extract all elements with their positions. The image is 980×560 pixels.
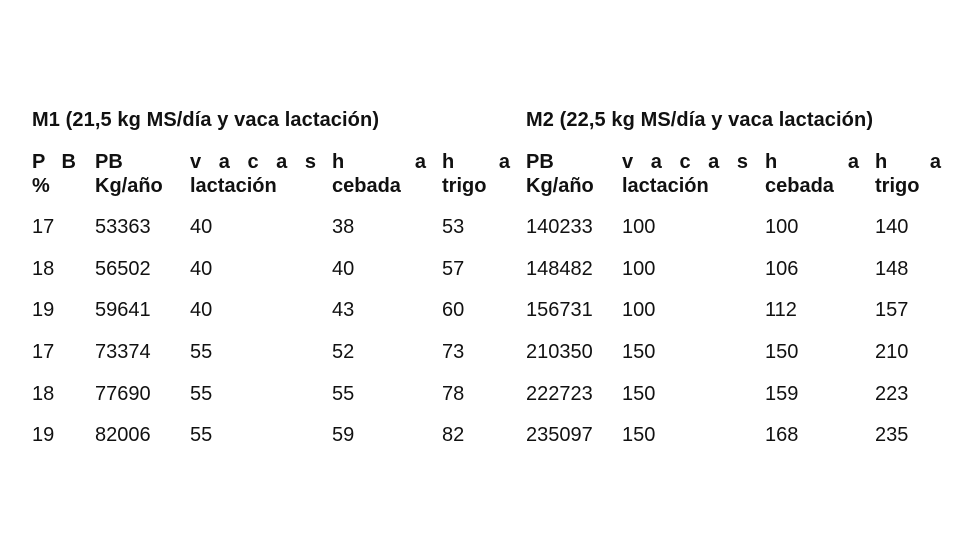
m1-title: M1 (21,5 kg MS/día y vaca lactación): [32, 109, 380, 131]
m2-header-pb-kg: PB Kg/año: [526, 151, 594, 197]
m1-header-pb-kg: PB Kg/año: [95, 151, 163, 197]
m2-header-ha-trigo: h a trigo: [875, 151, 941, 197]
m2-header-ha-cebada: h a cebada: [765, 151, 859, 197]
m2-header-vacas: v a c a s lactación: [622, 151, 748, 197]
m1-header-ha-trigo: h a trigo: [442, 151, 510, 197]
m1-header-ha-cebada: h a cebada: [332, 151, 426, 197]
m1-header-pb-percent: P B %: [32, 151, 76, 197]
m1-header-vacas: v a c a s lactación: [190, 151, 316, 197]
m2-title: M2 (22,5 kg MS/día y vaca lactación): [526, 109, 874, 131]
